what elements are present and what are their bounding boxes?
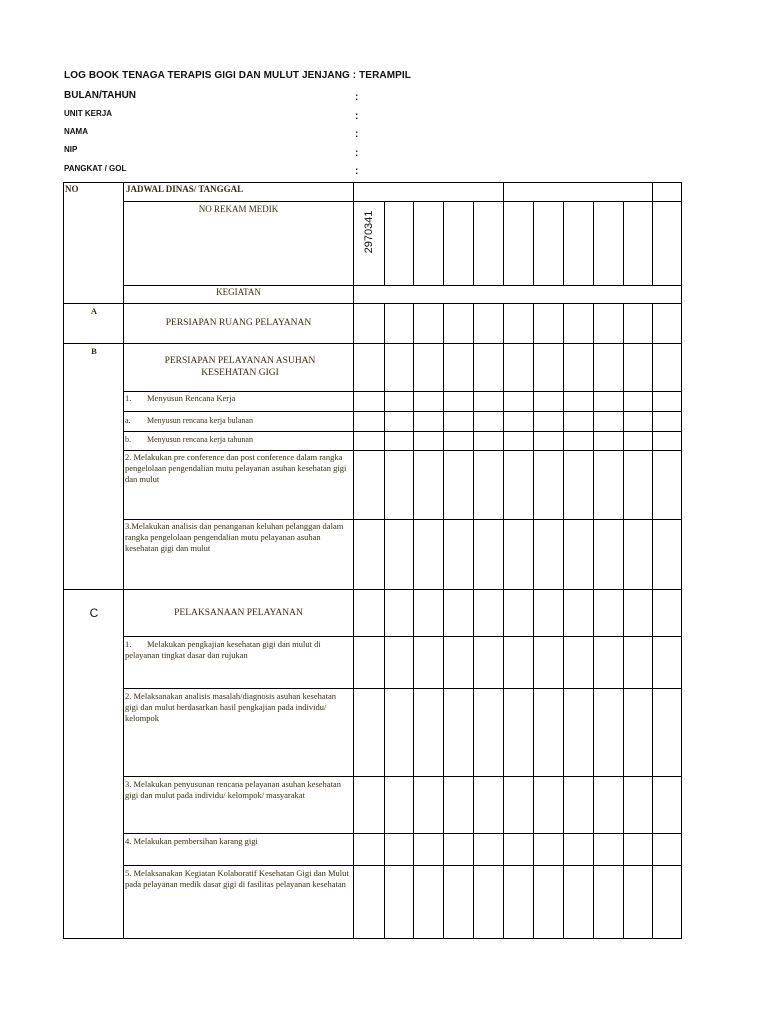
section-a-letter: A <box>90 306 98 316</box>
col-header-no: NO <box>65 184 79 194</box>
section-c-letter: C <box>89 606 99 620</box>
field-colon-pangkat-gol: : <box>355 166 359 177</box>
row-b3: 3.Melakukan analisis dan penanganan keluhan pelanggan dalam rangka pengelolaan pengendalian mutu pelayanan asuhan kesehatan gigi dan mulut <box>125 521 344 553</box>
row-c1: 1. Melakukan pengkajian kesehatan gigi dan mulut di pelayanan tingkat dasar dan rujukan <box>125 639 321 660</box>
row-b1: 1. Menyusun Rencana Kerja <box>125 393 236 403</box>
row-b2: 2. Melakukan pre conference dan post conference dalam rangka pengelolaan pengendalian mutu pelayanan asuhan kesehatan gigi dan mulut <box>125 452 347 484</box>
field-colon-nip: : <box>355 148 359 159</box>
field-label-nama: NAMA <box>64 127 88 136</box>
field-label-unit-kerja: UNIT KERJA <box>64 109 113 118</box>
row-c3: 3. Melakukan penyusunan rencana pelayanan asuhan kesehatan gigi dan mulut pada individu/ kelompok/ masyarakat <box>125 779 341 800</box>
row-c5: 5. Melaksanakan Kegiatan Kolaboratif Kesehatan Gigi dan Mulut pada pelayanan medik dasar gigi di fasilitas pelayanan kesehatan <box>125 868 349 889</box>
row-c2: 2. Melaksanakan analisis masalah/diagnosis asuhan kesehatan gigi dan mulut berdasarkan hasil pengkajian pada individu/ kelompok <box>125 691 337 723</box>
field-label-bulan-tahun: BULAN/TAHUN <box>64 90 137 101</box>
logbook-title: LOG BOOK TENAGA TERAPIS GIGI DAN MULUT JENJANG : TERAMPIL <box>64 70 412 81</box>
kegiatan-label: KEGIATAN <box>216 287 261 297</box>
field-colon-nama: : <box>355 129 359 140</box>
no-rekam-medik-label: NO REKAM MEDIK <box>198 204 279 214</box>
row-b1a: a. Menyusun rencana kerja bulanan <box>125 416 253 425</box>
field-label-nip: NIP <box>64 145 78 154</box>
section-b-letter: B <box>91 346 97 356</box>
section-c-title: PELAKSANAAN PELAYANAN <box>174 608 303 618</box>
section-a-title: PERSIAPAN RUANG PELAYANAN <box>165 318 312 328</box>
row-b1b: b. Menyusun rencana kerja tahunan <box>125 435 253 444</box>
rekam-medik-value: 2970341 <box>363 210 375 254</box>
row-c4: 4. Melakukan pembersihan karang gigi <box>125 836 258 846</box>
section-b-title: PERSIAPAN PELAYANAN ASUHAN KESEHATAN GIGI <box>164 356 316 378</box>
field-label-pangkat-gol: PANGKAT / GOL <box>64 164 127 173</box>
field-colon-unit-kerja: : <box>355 111 359 122</box>
col-header-jadwal-dinas: JADWAL DINAS/ TANGGAL <box>126 184 244 194</box>
field-colon-bulan-tahun: : <box>355 92 359 103</box>
